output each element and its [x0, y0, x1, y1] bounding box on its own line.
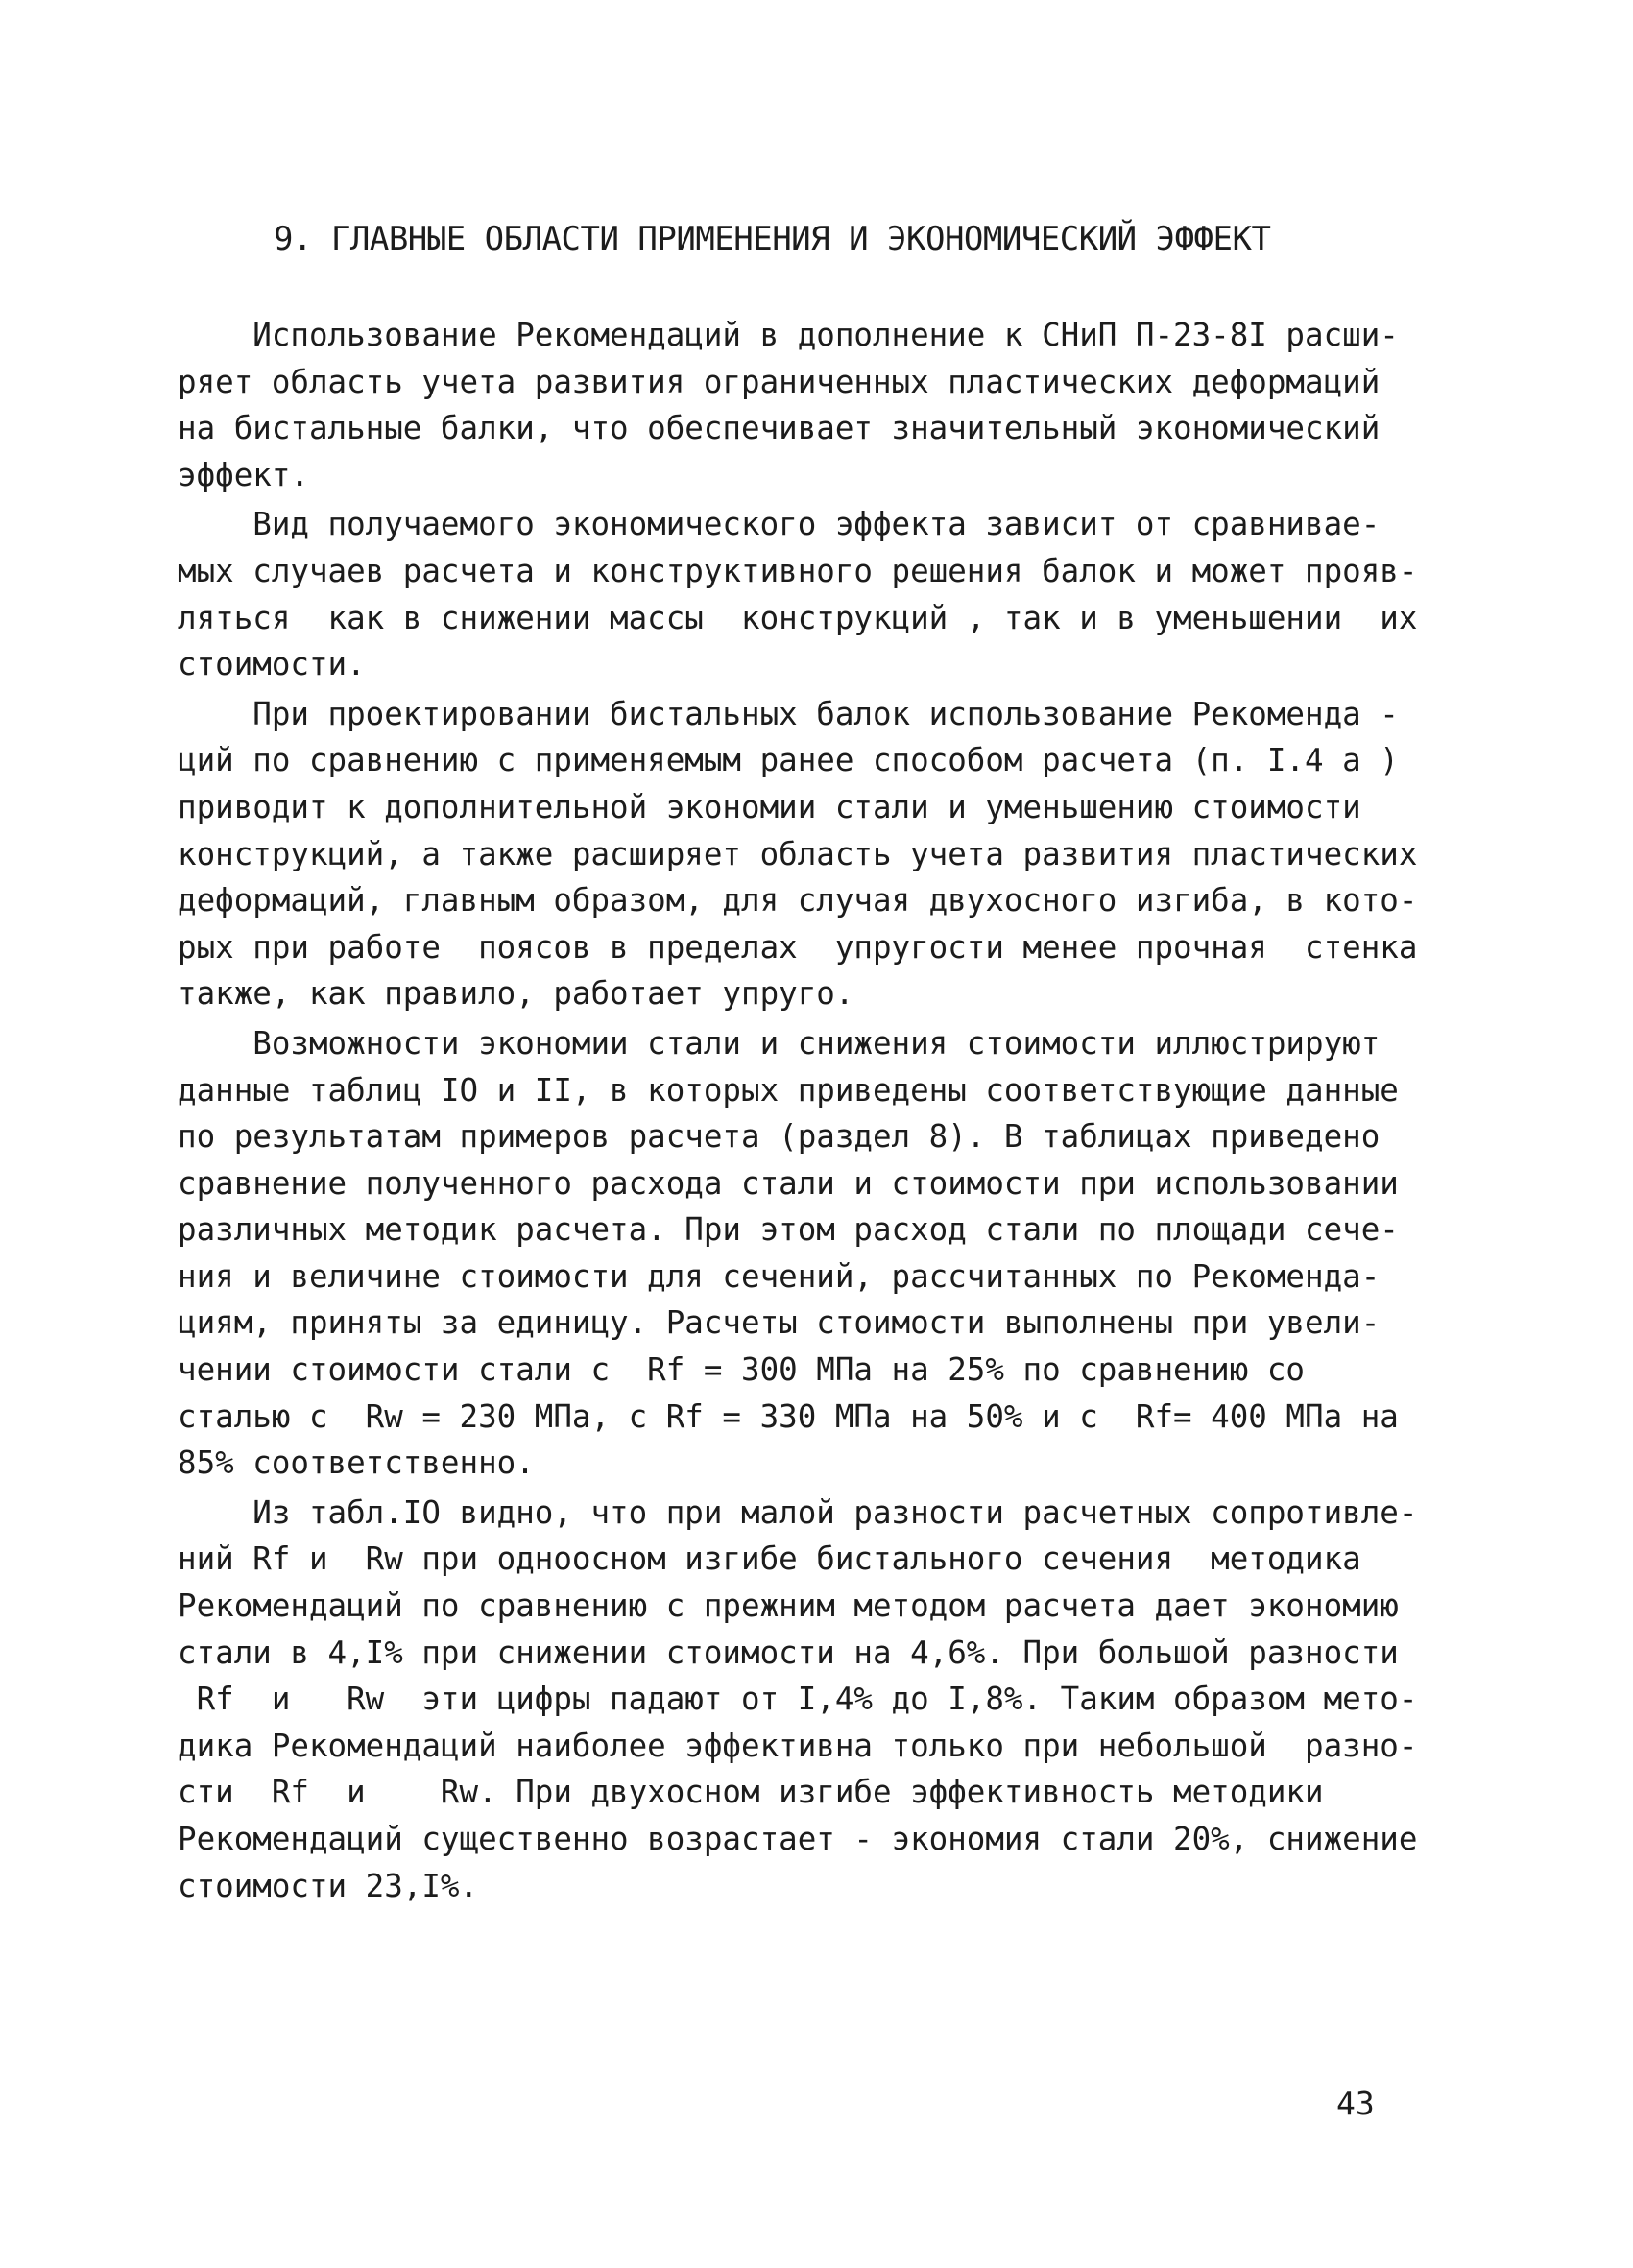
body-text [178, 312, 1464, 1909]
text-line: по результатам примеров расчета (раздел 8). В таблицах приведено [178, 1118, 1381, 1156]
paragraph [178, 1020, 1464, 1487]
text-line: стоимости. [178, 646, 366, 683]
text-line: При проектировании бистальных балок использование Рекоменда - [178, 695, 1399, 732]
text-line: дика Рекомендаций наиболее эффективна только при небольшой разно- [178, 1727, 1418, 1764]
text-line: деформаций, главным образом, для случая двухосного изгиба, в кото- [178, 882, 1418, 919]
section-title: 9. ГЛАВНЫЕ ОБЛАСТИ ПРИМЕНЕНИЯ И ЭКОНОМИЧЕСКИЙ ЭФФЕКТ [274, 220, 1271, 258]
text-line: сталью с Rw = 230 МПа, с Rf = 330 МПа на 50% и с Rf= 400 МПа на [178, 1397, 1399, 1435]
text-line: чении стоимости стали с Rf = 300 МПа на 25% по сравнению со [178, 1351, 1305, 1389]
text-line: на бистальные балки, что обеспечивает значительный экономический [178, 410, 1381, 447]
paragraph [178, 691, 1464, 1017]
text-line: Использование Рекомендаций в дополнение к СНиП П-23-8I расши- [178, 317, 1399, 353]
page-number: 43 [1336, 2085, 1375, 2122]
text-line: различных методик расчета. При этом расход стали по площади сече- [178, 1211, 1399, 1249]
text-line: Рекомендаций существенно возрастает - экономия стали 20%, снижение [178, 1821, 1418, 1857]
text-line: ряет область учета развития ограниченных пластических деформаций [178, 363, 1381, 400]
paragraph [178, 501, 1464, 687]
text-line: Вид получаемого экономического эффекта зависит от сравнивае- [178, 506, 1381, 543]
text-line: мых случаев расчета и конструктивного решения балок и может прояв- [178, 552, 1418, 589]
text-line: ций по сравнению с применяемым ранее способом расчета (п. I.4 а ) [178, 742, 1399, 779]
text-line: конструкций, а также расширяет область учета развития пластических [178, 835, 1418, 872]
paragraph [178, 1490, 1464, 1909]
text-line: ляться как в снижении массы конструкций , так и в уменьшении их [178, 599, 1418, 636]
text-line: Rf и Rw эти цифры падают от I,4% до I,8%. Таким образом мето- [178, 1681, 1418, 1718]
text-line: приводит к дополнительной экономии стали и уменьшению стоимости [178, 788, 1361, 825]
text-line: ний Rf и Rw при одноосном изгибе бистального сечения методика [178, 1540, 1361, 1578]
text-line: Рекомендаций по сравнению с прежним методом расчета дает экономию [178, 1588, 1399, 1625]
text-line: данные таблиц IO и II, в которых приведены соответствующие данные [178, 1071, 1399, 1109]
text-line: стоимости 23,I%. [178, 1867, 479, 1904]
text-line: эффект. [178, 456, 309, 493]
text-line: циям, приняты за единицу. Расчеты стоимости выполнены при увели- [178, 1304, 1381, 1342]
text-line: также, как правило, работает упруго. [178, 975, 854, 1013]
text-line: Возможности экономии стали и снижения стоимости иллюстрируют [178, 1024, 1381, 1062]
text-line: сравнение полученного расхода стали и стоимости при использовании [178, 1164, 1399, 1202]
text-line: Из табл.IO видно, что при малой разности расчетных сопротивле- [178, 1493, 1418, 1531]
text-line: стали в 4,I% при снижении стоимости на 4,6%. При большой разности [178, 1634, 1399, 1671]
text-line: сти Rf и Rw. При двухосном изгибе эффективность методики [178, 1774, 1324, 1811]
text-line: ния и величине стоимости для сечений, рассчитанных по Рекоменда- [178, 1257, 1381, 1295]
text-line: 85% соответственно. [178, 1444, 535, 1482]
paragraph [178, 312, 1464, 498]
text-line: рых при работе поясов в пределах упругости менее прочная стенка [178, 928, 1418, 966]
